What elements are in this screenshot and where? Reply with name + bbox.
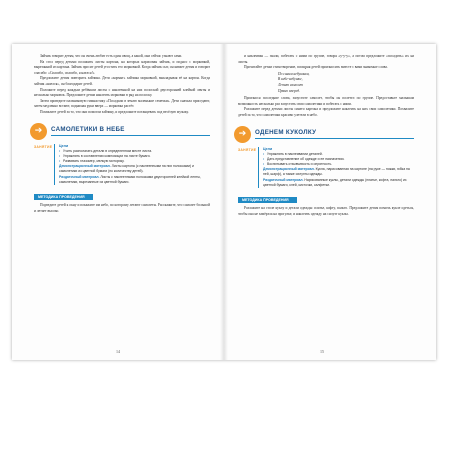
goal-item: • Дать представление об одежде и ее назначении. xyxy=(263,157,414,162)
left-page xyxy=(12,44,224,360)
poem-line: Прямо вперед. xyxy=(278,88,300,93)
paragraph: Зайчик говорит детям, что он очень любит есть один овощ, а какой, они сейчас узнают сами. xyxy=(40,54,183,58)
lesson-block xyxy=(238,147,414,189)
paragraph: Подведите детей к окну и покажите им небо, по которому летают самолеты. Расскажите, что самолет большой и летает высоко. xyxy=(34,203,210,213)
demo-text: Кукла, нарисованная на картоне (на руке — ножки, юбка на ней, шарф), а также силуэты одежды. xyxy=(263,167,410,177)
paragraph: На стол перед детьми положить листы картона, на которых нарисован зайчик, и поднос с морковкой, вырезанной из картона. Зайчик просит детей угостить его морковкой. Когда зайчик сыт, он кивает детям и говорит спасибо: «Спасибо, спасибо, я наелся!» xyxy=(34,59,210,75)
handout-title: Раздаточный материал. xyxy=(59,175,100,180)
book-spread xyxy=(12,44,436,360)
goal-item: • Упражнять в наклеивании деталей. xyxy=(263,152,414,157)
handout-text: Нарисованные куклы, детали одежды (платье, кофта, пальто) из цветной бумаги, клей, кисточки, салфетки. xyxy=(263,178,407,188)
poem-line: В небе-небушке, xyxy=(278,77,303,82)
demo-text: Листы картона (с наклеенными на них полосками) и самолетики из цветной бумаги (по количеству детей). xyxy=(59,164,194,174)
lesson-block xyxy=(34,144,210,186)
lesson-body xyxy=(54,144,210,186)
paragraph: и наклеивая — гнали, побегать с ними по группе, говоря «у-у-у», а потом предложите «посадить» их на листы. xyxy=(238,54,414,64)
paragraph: Разложите на столе куклу и детали одежды: платье, кофту, пальто. Предложите детям помочь кукле одеться, чтобы она не замёрзла на прогулке, и наклеить одежду на силуэт куклы. xyxy=(238,206,414,216)
lesson-body xyxy=(258,147,414,189)
goal-item: • Упражнять в составлении композиции на листе бумаги. xyxy=(59,154,210,159)
paragraph: Предложите детям повторить зайчика. Дети «кормят» зайчика морковкой, выкладывая её на картон. Когда зайчик «наелся», он благодарит детей. xyxy=(34,76,210,86)
goals-title: Цели xyxy=(263,146,273,151)
demo-title: Демонстрационный материал. xyxy=(263,167,315,172)
handout-title: Раздаточный материал. xyxy=(263,178,304,183)
lesson-header xyxy=(30,123,210,140)
lesson-label: ЗАНЯТИЕ xyxy=(238,147,257,152)
goals-title: Цели xyxy=(59,143,69,148)
arrow-right-icon: ➔ xyxy=(30,123,47,140)
demo-material xyxy=(59,164,210,174)
poem-line: По синим небушкам, xyxy=(278,71,310,76)
lesson-header xyxy=(234,126,414,143)
lesson-title: ОДЕНЕМ КУКОЛКУ xyxy=(255,129,414,139)
goal-item: • Воспитывать отзывчивость и опрятность. xyxy=(263,162,414,167)
paragraph: Разложите перед детьми листы синего картона и предложите наклеить на них свои самолетики. Похвалите детей за то, что самолетики красиво улетели в небо. xyxy=(238,107,414,117)
handout-material xyxy=(263,178,414,188)
poem xyxy=(278,72,414,94)
paragraph: Похвалите детей за то, что они помогли зайчику, и предложите потанцевать под весёлую музыку. xyxy=(40,109,189,114)
method-label: МЕТОДИКА ПРОВЕДЕНИЯ xyxy=(34,194,93,200)
page-number: 15 xyxy=(320,349,324,354)
page-number: 14 xyxy=(116,349,120,354)
demo-title: Демонстрационный материал. xyxy=(59,164,111,169)
paragraph: Произнося последние слова, запустите самолет, чтобы он полетел по группе. Предоставьте малышам возможность несколько раз запустить свои самолетики и побегать с ними. xyxy=(238,96,414,106)
handout-text: Листы с наклеенными полосками двусторонней клейкой ленты, самолетики, вырезанные из цветной бумаги. xyxy=(59,175,201,185)
method-label: МЕТОДИКА ПРОВЕДЕНИЯ xyxy=(238,197,297,203)
paragraph: Затем проведите пальчиковую гимнастику «Посадили в землю маленькие семечки». Дети сначала приседают, затем медленно встают, поднимая руки вверх — морковка растёт. xyxy=(34,98,210,109)
arrow-right-icon: ➔ xyxy=(234,126,251,143)
right-page xyxy=(224,44,436,360)
lesson-label: ЗАНЯТИЕ xyxy=(34,144,53,149)
poem-line: Летит самолет xyxy=(278,82,303,87)
lesson-title: САМОЛЕТИКИ В НЕБЕ xyxy=(51,126,210,136)
demo-material xyxy=(263,167,414,177)
paragraph: Положите перед каждым ребёнком листы с наклеенной на них полоской двусторонней клейкой ленты и несколько морковок. Предложите детям наклеить морковки в ряд на полоску. xyxy=(34,87,210,98)
handout-material xyxy=(59,175,210,185)
goal-item: • Учить располагать детали в определенном месте листа. xyxy=(59,149,210,154)
goal-item: • Развивать глазомер, мелкую моторику. xyxy=(59,159,210,164)
paragraph: Прочитайте детям стихотворение, поощряя детей произносить вместе с вами знакомые слова. xyxy=(244,65,388,70)
